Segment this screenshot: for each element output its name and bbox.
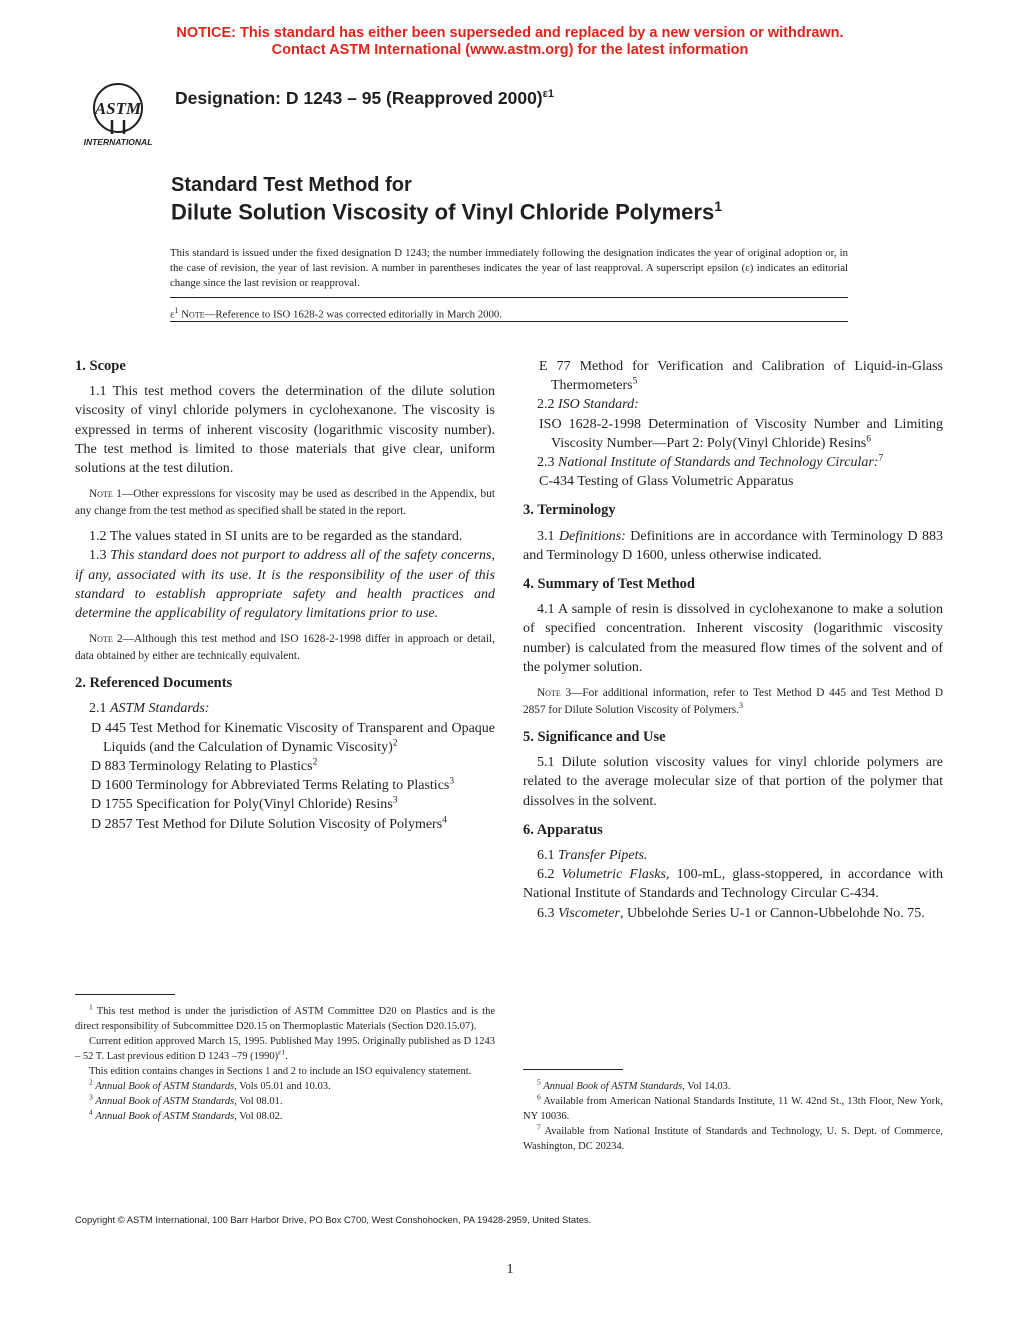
footnote-rule bbox=[523, 1069, 623, 1070]
section-heading-scope: 1. Scope bbox=[75, 358, 126, 374]
editorial-note: $\varepsilon^1$ Note—Reference to ISO 1628-2 was corrected editorially in March 2000. bbox=[170, 306, 503, 321]
footnotes-right bbox=[523, 1079, 943, 1154]
ref-d1600: D 1600 Terminology for Abbreviated Terms Relating to Plastics$^3$ bbox=[91, 776, 455, 794]
paragraph-1-3: 1.3 This standard does not purport to address all of the safety concerns, if any, associated with its use. It is the responsibility of the user of this standard to establish appropriate safety and health practices and determine the applicability of regulatory limitations prior to use. bbox=[75, 548, 495, 622]
issuance-statement: This standard is issued under the fixed designation D 1243; the number immediately following the designation indicates the year of original adoption or, in the case of revision, the year of last revision. A number in parentheses indicates the year of last reapproval. A superscript epsilon (ε) indicates an editorial change since the last revision or reapproval. bbox=[170, 247, 848, 289]
page-number: 1 bbox=[506, 1262, 514, 1277]
title-line-2 bbox=[171, 198, 722, 225]
paragraph-6-2: 6.2 Volumetric Flasks, 100-mL, glass-stoppered, in accordance with National Institute of Standards and Technology Circular C-434. bbox=[523, 867, 944, 902]
logo-caption: INTERNATIONAL bbox=[83, 137, 153, 147]
logo-letters: ASTM bbox=[94, 99, 142, 118]
footnote-1: $^1$ This test method is under the jurisdiction of ASTM Committee D20 on Plastics and is the direct responsibility of Subcommittee D20.15 on Thermoplastic Materials (Section D20.15.07). bbox=[75, 1002, 495, 1032]
ref-d1755: D 1755 Specification for Poly(Vinyl Chloride) Resins$^3$ bbox=[91, 795, 398, 813]
section-heading-referenced-documents: 2. Referenced Documents bbox=[75, 675, 233, 692]
paragraph-2-3: 2.3 National Institute of Standards and Technology Circular:$^7$ bbox=[537, 453, 884, 471]
section-heading-significance: 5. Significance and Use bbox=[523, 729, 666, 746]
paragraph-3-1: 3.1 Definitions: Definitions are in accordance with Terminology D 883 and Terminology D 1600, unless otherwise indicated. bbox=[523, 528, 944, 563]
footnote-2: $^2$ Annual Book of ASTM Standards, Vols 05.01 and 10.03. bbox=[89, 1077, 331, 1092]
paragraph-1-2: 1.2 The values stated in SI units are to be regarded as the standard. bbox=[89, 529, 463, 545]
divider bbox=[170, 297, 848, 298]
ref-d2857: D 2857 Test Method for Dilute Solution Viscosity of Polymers$^4$ bbox=[91, 815, 447, 832]
paragraph-1-1: 1.1 This test method covers the determination of the dilute solution viscosity of vinyl chloride polymers in cyclohexanone. The viscosity is expressed in terms of inherent viscosity (logarithmic viscosity number). The test method is limited to those materials that give clear, uniform solutions at the test dilution. bbox=[75, 384, 495, 477]
footnotes-left bbox=[75, 1004, 495, 1124]
ref-d883: D 883 Terminology Relating to Plastics$^2$ bbox=[91, 757, 318, 775]
paragraph-6-3: 6.3 Viscometer, Ubbelohde Series U-1 or Cannon-Ubbelohde No. 75. bbox=[537, 905, 925, 921]
ref-c434: C-434 Testing of Glass Volumetric Apparatus bbox=[539, 474, 794, 490]
footnote-3: $^3$ Annual Book of ASTM Standards, Vol 08.01. bbox=[89, 1092, 283, 1107]
paragraph-5-1: 5.1 Dilute solution viscosity values for vinyl chloride polymers are related to the average molecular size of that portion of the polymer that dissolves in the solvent. bbox=[523, 755, 943, 809]
paragraph-6-1: 6.1 Transfer Pipets. bbox=[537, 848, 648, 864]
notice-line-2: Contact ASTM International (www.astm.org) for the latest information bbox=[271, 42, 749, 58]
footnote-7: $^7$ Available from National Institute of Standards and Technology, U. S. Dept. of Commerce, Washington, DC 20234. bbox=[523, 1122, 943, 1152]
divider bbox=[170, 321, 848, 322]
copyright-line: Copyright © ASTM International, 100 Barr Harbor Drive, PO Box C700, West Conshohocken, PA 19428-2959, United States. bbox=[75, 1214, 592, 1225]
ref-e77: E 77 Method for Verification and Calibration of Liquid-in-Glass Thermometers$^5$ bbox=[539, 359, 943, 394]
title-main: Dilute Solution Viscosity of Vinyl Chloride Polymers bbox=[171, 199, 715, 225]
designation-epsilon: ε1 bbox=[542, 88, 554, 101]
designation-text: Designation: D 1243 – 95 (Reapproved 2000) bbox=[175, 88, 543, 108]
paragraph-4-1: 4.1 A sample of resin is dissolved in cyclohexanone to make a solution of specified concentration. Inherent viscosity (logarithmic viscosity number) is calculated from the measured flow times of the solvent and of the polymer solution. bbox=[523, 602, 943, 675]
footnote-6: $^6$ Available from American National Standards Institute, 11 W. 42nd St., 13th Floor, New York, NY 10036. bbox=[523, 1092, 943, 1122]
ref-iso-1628-2: ISO 1628-2-1998 Determination of Viscosity Number and Limiting Viscosity Number—Part 2: Poly(Vinyl Chloride) Resins$^6$ bbox=[539, 416, 943, 451]
note-3: Note 3—For additional information, refer to Test Method D 445 and Test Method D 2857 for Dilute Solution Viscosity of Polymers.$^3$ bbox=[523, 687, 943, 716]
left-column bbox=[75, 357, 495, 834]
section-heading-terminology: 3. Terminology bbox=[523, 502, 616, 519]
footnote-4: $^4$ Annual Book of ASTM Standards, Vol 08.02. bbox=[89, 1107, 283, 1122]
paragraph-2-1: 2.1 ASTM Standards: bbox=[89, 701, 210, 717]
footnote-1-changes: This edition contains changes in Sections 1 and 2 to include an ISO equivalency statement. bbox=[89, 1066, 472, 1077]
section-heading-summary: 4. Summary of Test Method bbox=[523, 576, 695, 593]
note-2: Note 2—Although this test method and ISO 1628-2-1998 differ in approach or detail, data obtained by either are technically equivalent. bbox=[75, 633, 495, 662]
section-heading-apparatus: 6. Apparatus bbox=[523, 821, 603, 838]
footnote-5: $^5$ Annual Book of ASTM Standards, Vol 14.03. bbox=[537, 1077, 731, 1092]
ref-d445: D 445 Test Method for Kinematic Viscosity of Transparent and Opaque Liquids (and the Calculation of Dynamic Viscosity)$^2$ bbox=[91, 720, 495, 755]
title-footnote-mark: 1 bbox=[714, 198, 722, 214]
designation bbox=[175, 88, 554, 109]
withdrawal-notice bbox=[0, 25, 1020, 59]
paragraph-2-2: 2.2 ISO Standard: bbox=[537, 397, 639, 413]
title-line-1: Standard Test Method for bbox=[171, 174, 412, 196]
footnote-rule bbox=[75, 994, 175, 995]
footnote-1-edition: Current edition approved March 15, 1995. Published May 1995. Originally published as D 1243 – 52 T. Last previous edition D 1243 –79 $(1990)^{\varepsilon 1}$. bbox=[75, 1036, 495, 1062]
right-column bbox=[523, 357, 943, 923]
astm-logo bbox=[76, 76, 160, 148]
note-1: Note 1—Other expressions for viscosity may be used as described in the Appendix, but any change from the test method as specified shall be stated in the report. bbox=[75, 488, 495, 517]
notice-line-1: NOTICE: This standard has either been superseded and replaced by a new version or withdrawn. bbox=[176, 25, 844, 41]
